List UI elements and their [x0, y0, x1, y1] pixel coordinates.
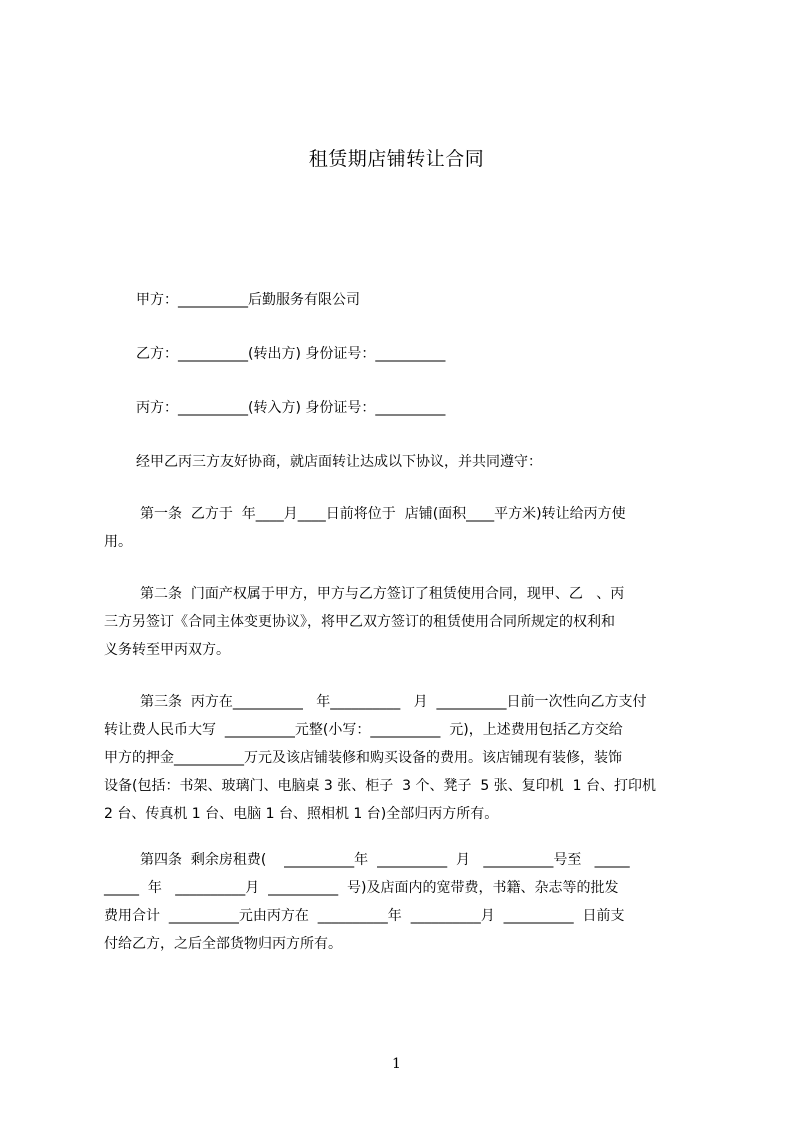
article-4	[104, 846, 704, 958]
party-b-line: 乙方：__________(转出方) 身份证号：__________	[136, 346, 446, 362]
article-1	[104, 500, 704, 556]
article-2-line: 三方另签订《合同主体变更协议》，将甲乙双方签订的租赁使用合同所规定的权利和	[104, 614, 615, 630]
intro-paragraph: 经甲乙丙三方友好协商，就店面转让达成以下协议，并共同遵守：	[136, 454, 542, 470]
page-number: 1	[392, 1056, 401, 1072]
article-2	[104, 580, 704, 664]
article-2-line: 义务转至甲丙双方。	[104, 642, 230, 658]
document-title: 租赁期店铺转让合同	[308, 148, 485, 170]
article-3-line: 第三条 丙方在__________ 年__________ 月 __________日前一次性向乙方支付	[140, 694, 647, 710]
article-3-line: 甲方的押金__________万元及该店铺装修和购买设备的费用。该店铺现有装修，装饰	[104, 750, 622, 766]
article-3-line: 转让费人民币大写 __________元整(小写：__________ 元)，上述费用包括乙方交给	[104, 722, 623, 738]
article-4-line: 费用合计 __________元由丙方在 __________年 __________月 __________ 日前支	[104, 908, 625, 924]
article-2-line: 第二条 门面产权属于甲方，甲方与乙方签订了租赁使用合同，现甲、乙 、丙	[140, 586, 625, 602]
article-4-line: 付给乙方，之后全部货物归丙方所有。	[104, 936, 342, 952]
article-3	[104, 688, 704, 828]
article-3-line: 2 台、传真机 1 台、电脑 1 台、照相机 1 台)全部归丙方所有。	[104, 806, 499, 822]
article-4-line: 第四条 剩余房租费( __________年 __________ 月 __________号至 _____	[140, 852, 630, 868]
article-3-line: 设备(包括：书架、玻璃门、电脑桌 3 张、柜子 3 个、凳子 5 张、复印机 1 台、打印机	[104, 778, 657, 794]
party-c-line: 丙方：__________(转入方) 身份证号：__________	[136, 400, 446, 416]
article-1-line: 第一条 乙方于 年____月____日前将位于 店铺(面积____平方米)转让给丙方使	[140, 506, 626, 522]
party-a-line: 甲方：__________后勤服务有限公司	[136, 292, 360, 308]
article-1-line: 用。	[104, 534, 132, 550]
article-4-line: _____ 年 __________月 __________ 号)及店面内的宽带费，书籍、杂志等的批发	[104, 880, 619, 896]
